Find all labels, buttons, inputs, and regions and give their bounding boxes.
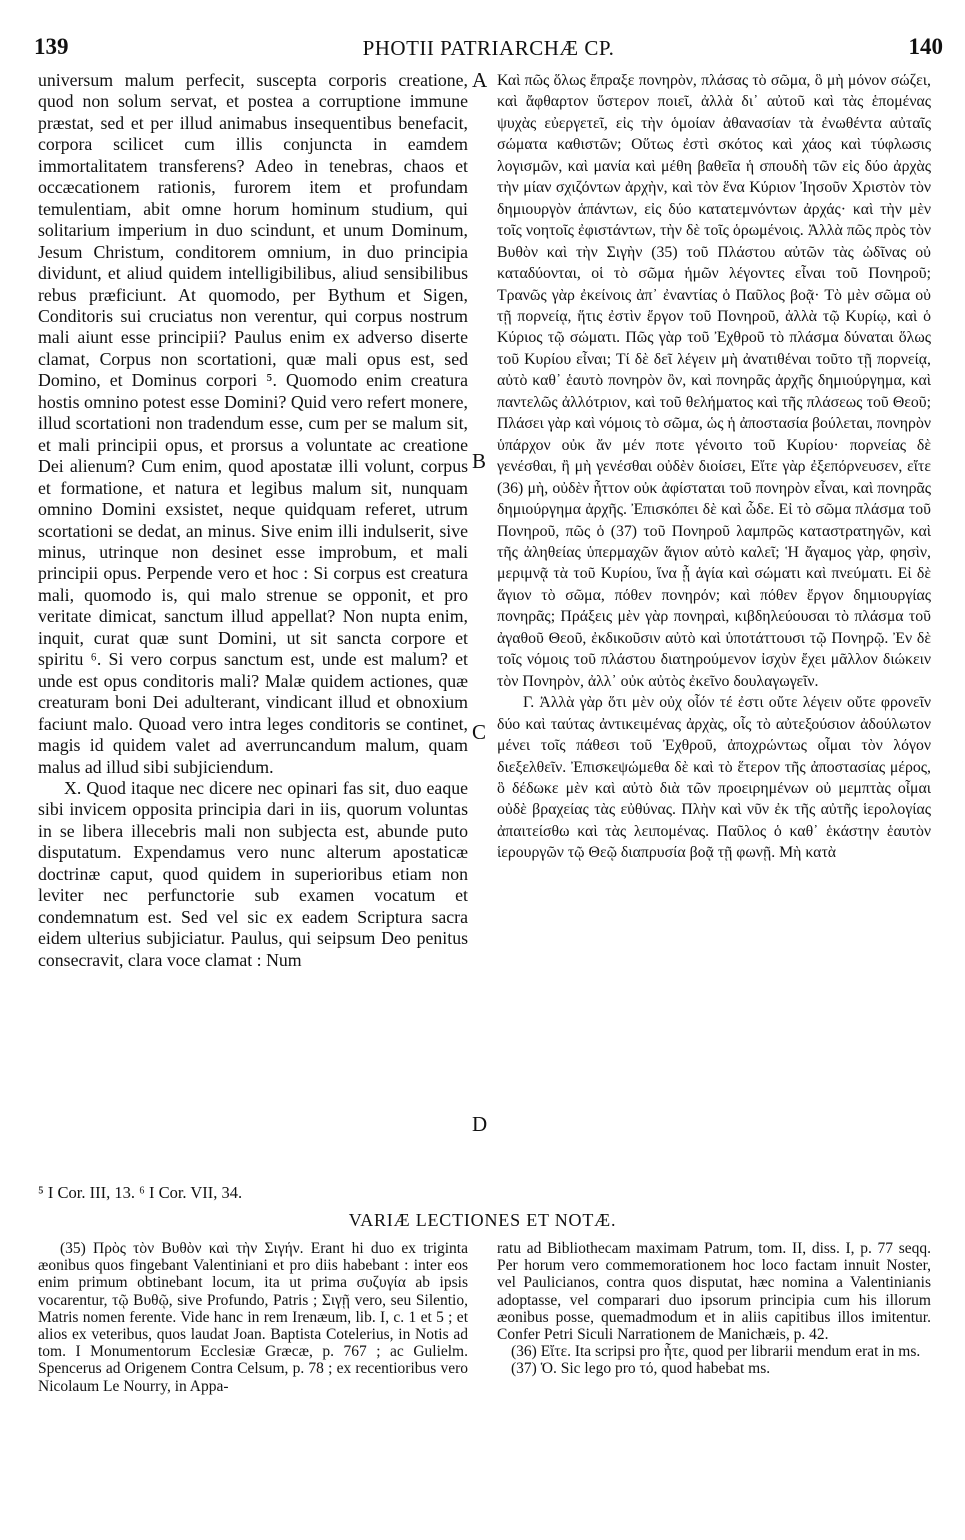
latin-paragraph: X. Quod itaque nec dicere nec opinari fas sit, duo eaque sibi invicem opposita principia dari in iis, quorum voluntas in se libera illecebris mali non subjecta est, abunde puto disputatum. Expendamus vero nunc alterum apostaticæ doctrinæ caput, quod quidem in superioribus etiam non leviter nec perfunctorie sub examen vocatum et condemnatum est. Sed vel sic ex eadem Scriptura sacra eidem ulterius subjiciatur. Paulus, qui seipsum Deo penitus consecravit, clara voce clamat : Num: [38, 777, 468, 970]
note-36: (36) Εἴτε. Ita scripsi pro ἦτε, quod per librarii mendum erat in ms.: [511, 1343, 921, 1361]
note-37: (37) Ὁ. Sic lego pro τό, quod habebat ms.: [511, 1360, 771, 1378]
footnotes: ⁵ I Cor. III, 13. ⁶ I Cor. VII, 34.: [38, 1183, 243, 1202]
greek-paragraph: Καὶ πῶς ὅλως ἔπραξε πονηρὸν, πλάσας τὸ σῶμα, ὃ μὴ μόνον σώζει, καὶ ἄφθαρτον ὕστερον ποιεῖ, ἀλλὰ δι᾽ αὐτοῦ καὶ τὰς ἑπομένας ψυχὰς εὐεργετεῖ, εἰς τὴν ὁμοίαν ἀθανασίαν τὰ ἐνωθέντα αὐταῖς σώματα καθιστῶν; Οὕτως ἐστὶ σκότος καὶ χάος καὶ τύφλωσις λογισμῶν, καὶ μανία καὶ μέθη βαθεῖα ἡ σπουδὴ τῶν εἰς δύο ἀρχὰς τὴν μίαν σχιζόντων ἀρχὴν, καὶ τὸν ἕνα Κύριον Ἰησοῦν Χριστὸν τὸν δημιουργὸν ἁπάντων, εἰς δύο κατατεμνόντων ἀρχάς· καὶ τὴν μὲν τοῖς νοητοῖς ἐφιστάντων, τὴν δὲ τοῖς ὁρωμένοις. Ἀλλὰ πῶς πρὸς τὸν Βυθὸν καὶ τὴν Σιγὴν (35) τοῦ Πλάστου αὐτῶν τὰς ὠδῖνας οὐ καταδύονται, οἱ τὸ σῶμα ἡμῶν λέγοντες εἶναι τοῦ Πονηροῦ; Τρανῶς γὰρ ἐκείνοις ἀπ᾽ ἐναντίας ὁ Παῦλος βοᾷ· Τὸ μὲν σῶμα οὐ τῇ πορνείᾳ, ἥτις ἐστὶν ἔργον τοῦ Πονηροῦ, ἀλλὰ τῷ Κυρίῳ, καὶ ὁ Κύριος τῷ σώματι. Πῶς γὰρ τοῦ Ἐχθροῦ τὸ πλάσμα δύναται ὅλως τοῦ Κυρίου εἶναι; Τί δὲ δεῖ λέγειν μὴ ἀνατιθέναι τοῦτο τῇ πορνείᾳ, αὐτὸ καθ᾽ ἑαυτὸ πονηρὸν ὂν, καὶ πονηρᾶς ἀρχῆς δημιούργημα, καὶ παντελῶς ἀλλότριον, καὶ τοῦ θελήματος καὶ τῆς πλάσεως τοῦ Θεοῦ; Πλάσει γὰρ καὶ νόμοις τὸ σῶμα, ὡς ἡ ἀποστασία βούλεται, πονηρὸν ὑπάρχον οὐκ ἄν μέν ποτε γένοιτο τοῦ Κυρίου· πορνείας δὲ γενέσθαι, ἢ μὴ γενέσθαι οὐδὲν διοίσει, Εἴτε γὰρ ἐξεπόρνευσεν, εἴτε (36) μὴ, οὐδὲν ἧττον οὐκ ἀφίσταται τοῦ πονηρὸν εἶναι, καὶ πονηρᾶς δημιούργημα ἀρχῆς. Ἐπισκόπει δὲ καὶ ὧδε. Εἰ τὸ σῶμα πλάσμα τοῦ Πονηροῦ, πῶς ὁ (37) τοῦ Πονηροῦ λαμπρῶς καταστρατηγῶν, καὶ τῆς ἀληθείας ὑπερμαχῶν ἅγιον αὐτὸ καλεῖ; Ἡ ἄγαμος γὰρ, φησὶν, μεριμνᾷ τὰ τοῦ Κυρίου, ἵνα ᾖ ἁγία καὶ σώματι καὶ πνεύματι. Εἰ δὲ ἅγιον τὸ σῶμα, πόθεν πονηρόν; καὶ πόθεν ἔργον δημιουργίας πονηρᾶς; Πράξεις μὲν γὰρ πονηραὶ, κιβδηλεύουσαι τὸ πλάσμα τοῦ ἀγαθοῦ Θεοῦ, ἐκδικοῦσιν αὐτὸ καὶ ὑποτάττουσι τῷ Πονηρῷ. Ἐν δὲ τοῖς νόμοις τοῦ πλάστου διατηρούμενον ἰσχὺν ἔχει μᾶλλον διώκειν τὸν Πονηρὸν, ἀλλ᾽ οὐκ αὐτὸς ἐκεῖνο δουλαγωγεῖν.: [497, 72, 931, 690]
greek-column: [497, 70, 931, 864]
note-35: (35) Πρὸς τὸν Βυθὸν καὶ τὴν Σιγήν. Erant hi duo ex triginta æonibus quos fingebant Valentiniani et pro diis habebant : inter eos enim primum obtinebant locum, ita ut prima συζυγία ab ipsis vocarentur, τῷ Βυθῷ, sive Profundo, Patris ; Σιγῇ vero, seu Silentio, Matris nomen ferente. Vide hanc in rem Irenæum, lib. I, c. 1 et 5 ; et alios ex veteribus, quos laudat Joan. Baptista Cotelerius, in Notis ad tom. I Monumentorum Ecclesiæ Græcæ, p. 767 ; ac Gulielm. Spencerus ad Origenem Contra Celsum, p. 78 ; ex recentioribus vero Nicolaum Le Nourry, in Appa-: [38, 1240, 468, 1395]
notes-right-column: [497, 1240, 931, 1378]
notes-heading: VARIÆ LECTIONES ET NOTÆ.: [348, 1210, 617, 1230]
latin-paragraph: universum malum perfecit, suscepta corporis creatione, quod non solum servat, et postea a corruptione immune præstat, sed et per illud animabus insequentibus benefacit, corpora scilicet cum illis conjuncta in eamdem immortalitatem transferens? Adeo in tenebras, chaos et occæcationem rationis, furorem item et profundam temulentiam, abit omne horum hominum studium, qui solitarium imperium in duo scindunt, et unum Dominum, Jesum Christum, conditorem omnium, in duo principia dividunt, et aliud quidem intelligibilibus, aliud sensibilibus rebus præficiunt. At quomodo, per Bythum et Sigen, Conditoris sui cruciatus non verentur, qui corpus nostrum mali aiunt esse principii? Paulus enim ex adverso diserte clamat, Corpus non scortationi, quæ mali opus est, sed Domino, et Dominus corpori ⁵. Quomodo enim creatura hostis omnino potest esse Domini? Quid vero refert monere, illud scortationi non tradendum esse, cum per se malum sit, et mali principii opus, et prorsus a voluntate ac creatione Dei alienum? Cum enim, quod apostatæ illi volunt, corpus et formatione, et natura et legibus malum sit, nunquam omnino Domini exsistet, neque quidquam referet, utrum scortationi se dedat, an minus. Sive enim illi indulserit, sive minus, utrinque non desinet esse improbum, et mali principii opus. Perpende vero et hoc : Si corpus est creatura mali, quomodo is, qui malo strenue se opponit, et pro veritate dimicat, sanctum illud appellat? Non nupta enim, inquit, curat quæ sunt Domini, ut sit sancta corpore et spiritu ⁶. Si vero corpus sanctum est, unde est malum? et unde est opus conditoris mali? Malæ quidem actiones, quæ creaturam boni Dei adulterant, vindicant illud et obnoxium faciunt malo. Quoad vero intra leges conditoris se continet, magis id quidem valet ad averruncandum malum, quam malus ad illud sibi subjiciendum.: [38, 70, 468, 777]
running-header: [34, 34, 943, 64]
running-title: PHOTII PATRIARCHÆ CP.: [362, 36, 615, 60]
margin-letter-b: B: [472, 449, 487, 473]
margin-letter-d: D: [472, 1112, 488, 1136]
note-35-continued: ratu ad Bibliothecam maximam Patrum, tom. II, diss. I, p. 77 seqq. Per horum vero commemorationem hoc loco factam innuit Noster, vel Paulicianos, contra quos disputat, hæc nomina a Valentinianis adoptasse, vel comparari duo ipsorum principia cum his illorum æonibus posse, quemadmodum et in aliis capitibus illos imitentur. Confer Petri Siculi Narrationem de Manichæis, p. 42.: [497, 1240, 931, 1344]
greek-paragraph: Γ. Ἀλλὰ γὰρ ὅτι μὲν οὐχ οἷόν τέ ἐστι οὔτε λέγειν οὔτε φρονεῖν δύο καὶ ταύτας ἀντικειμένας ἀρχὰς, οἷς τὸ αὐτεξούσιον ἀδούλωτον μένει τοῖς πάθεσι τοῦ Ἐχθροῦ, ἀποχρώντως οἶμαι τὸν λόγον διεξελθεῖν. Ἐπισκεψώμεθα δὲ καὶ τὸ ἕτερον τῆς ἀποστασίας μέρος, ὃ δέδωκε μὲν καὶ αὐτὸ διὰ τῶν προειρημένων οὐ μεμπτὰς οἶμαι οὐδὲ βραχείας τὰς εὐθύνας. Πλὴν καὶ νῦν ἐκ τῆς αὐτῆς ἱερολογίας ἀπαιτείσθω καὶ τὰς λειπομένας. Παῦλος ὁ καθ᾽ ἑκάστην ἑαυτὸν ἱερουργῶν τῷ Θεῷ διαπρυσία βοᾷ τῇ φωνῇ. Μὴ κατὰ: [497, 694, 931, 862]
margin-letter-a: A: [472, 68, 488, 92]
page-number-right: 140: [908, 34, 943, 59]
page-number-left: 139: [34, 34, 69, 59]
notes-left-column: [38, 1240, 468, 1395]
margin-letter-c: C: [472, 720, 487, 744]
latin-column: [38, 70, 468, 971]
